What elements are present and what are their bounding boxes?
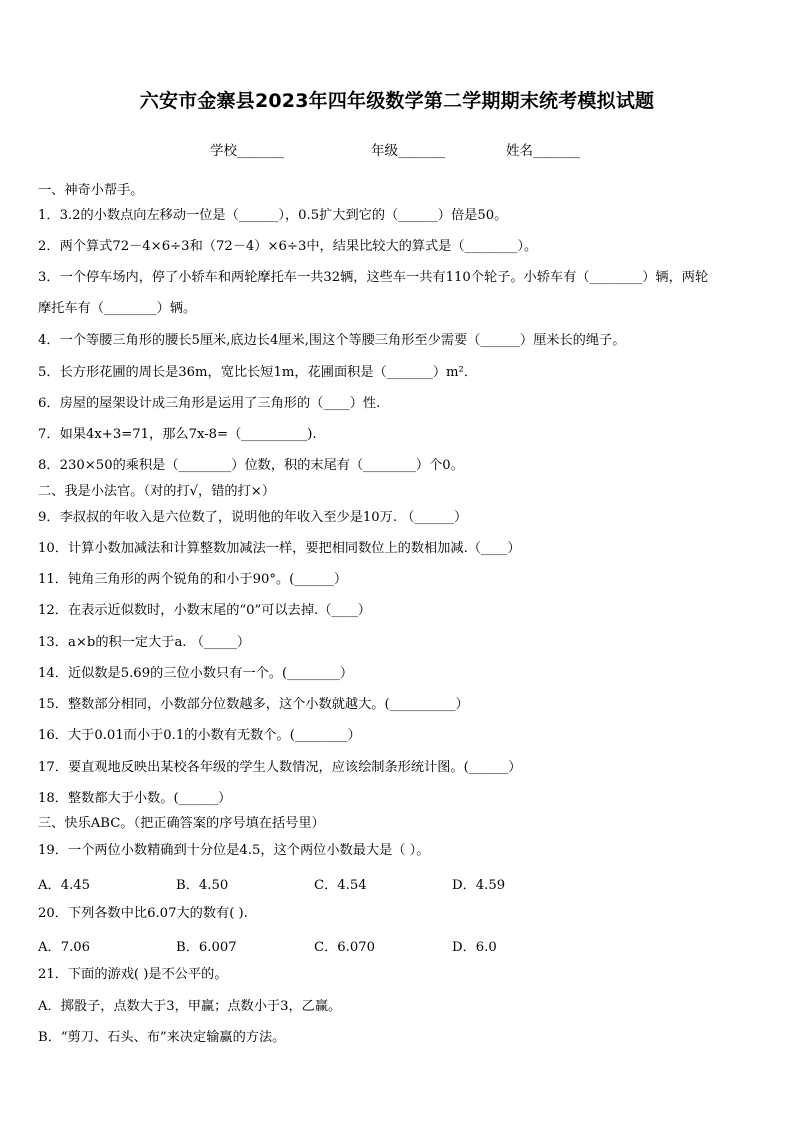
q20-option-c: C．6.070: [314, 940, 376, 955]
question-9: 9．李叔叔的年收入是六位数了，说明他的年收入至少是10万. （______）: [38, 510, 468, 525]
question-16: 16．大于0.01而小于0.1的小数有无数个。(________）: [38, 728, 361, 743]
question-2: 2．两个算式72－4×6÷3和（72－4）×6÷3中，结果比较大的算式是（________）。: [38, 239, 538, 254]
question-7: 7．如果4x+3=71，那么7x-8=（__________).: [38, 427, 317, 442]
q19-option-b: B．4.50: [176, 878, 229, 893]
section-heading-2: 二、我是小法官。（对的打√，错的打×）: [38, 484, 276, 499]
q20-option-b: B．6.007: [176, 940, 237, 955]
section-heading-1: 一、神奇小帮手。: [38, 183, 144, 198]
question-13: 13．a×b的积一定大于a. （_____）: [38, 635, 251, 650]
question-14: 14．近似数是5.69的三位小数只有一个。(________）: [38, 666, 354, 681]
question-19: 19．一个两位小数精确到十分位是4.5，这个两位小数最大是（ ）。: [38, 843, 430, 858]
page-title: 六安市金寨县2023年四年级数学第二学期期末统考模拟试题: [139, 90, 655, 112]
q19-option-a: A．4.45: [38, 878, 91, 893]
question-3-line-1: 3．一个停车场内，停了小轿车和两轮摩托车一共32辆，这些车一共有110个轮子。小轿车有（________）辆，两轮: [38, 270, 709, 285]
question-3-line-2: 摩托车有（________）辆。: [38, 301, 197, 316]
question-11: 11．钝角三角形的两个锐角的和小于90°。(______）: [38, 572, 348, 587]
grade-field: 年级_______: [371, 143, 446, 159]
question-5: 5．长方形花圃的周长是36m，宽比长短1m，花圃面积是（_______）m²．: [38, 365, 478, 380]
q19-option-c: C．4.54: [314, 878, 367, 893]
question-18: 18．整数都大于小数。(______）: [38, 791, 232, 806]
question-6: 6．房屋的屋架设计成三角形是运用了三角形的（____）性.: [38, 396, 381, 411]
question-10: 10．计算小数加减法和计算整数加减法一样，要把相同数位上的数相加减.（____）: [38, 541, 521, 556]
section-heading-3: 三、快乐ABC。（把正确答案的序号填在括号里）: [38, 816, 325, 831]
question-4: 4．一个等腰三角形的腰长5厘米,底边长4厘米,围这个等腰三角形至少需要（______）厘米长的绳子。: [38, 333, 626, 348]
name-field: 姓名_______: [506, 143, 581, 159]
q21-option-a: A．掷骰子，点数大于3，甲赢；点数小于3，乙赢。: [38, 999, 342, 1014]
question-1: 1．3.2的小数点向左移动一位是（______），0.5扩大到它的（______）倍是50。: [38, 208, 508, 223]
q19-option-d: D．4.59: [452, 878, 506, 893]
q21-option-b: B．“剪刀、石头、布”来决定输赢的方法。: [38, 1030, 286, 1045]
question-20: 20．下列各数中比6.07大的数有( ).: [38, 906, 248, 921]
q20-option-d: D．6.0: [452, 940, 497, 955]
question-17: 17．要直观地反映出某校各年级的学生人数情况，应该绘制条形统计图。(______）: [38, 760, 522, 775]
q20-option-a: A．7.06: [38, 940, 91, 955]
question-12: 12．在表示近似数时，小数末尾的“0”可以去掉.（____）: [38, 603, 371, 618]
question-8: 8．230×50的乘积是（________）位数，积的末尾有（________）个0。: [38, 458, 464, 473]
school-field: 学校_______: [210, 143, 285, 159]
question-21: 21．下面的游戏( )是不公平的。: [38, 967, 228, 982]
question-15: 15．整数部分相同，小数部分位数越多，这个小数就越大。(__________）: [38, 697, 469, 712]
